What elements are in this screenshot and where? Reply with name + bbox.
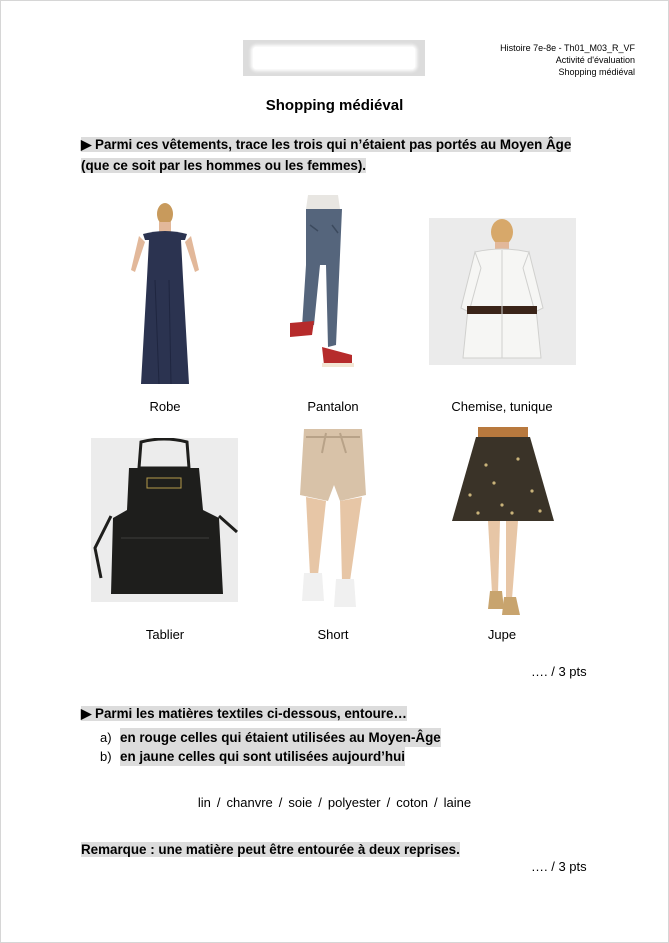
question2-instruction (81, 704, 407, 724)
header-code: Histoire 7e-8e - Th01_M03_R_VF (500, 43, 635, 53)
option-b (100, 747, 441, 766)
skirt-image (450, 425, 556, 617)
caption-jupe: Jupe (487, 627, 517, 642)
question2-options (100, 728, 441, 766)
caption-short: Short (317, 627, 349, 642)
material-soie[interactable]: soie (288, 795, 313, 810)
question2-score: …. / 3 pts (531, 859, 587, 874)
material-lin[interactable]: lin (197, 795, 211, 810)
shorts-image (296, 425, 370, 615)
remark-text: Remarque : une matière peut être entourée à deux reprises. (81, 842, 460, 857)
material-laine[interactable]: laine (443, 795, 472, 810)
material-separator: / (434, 795, 438, 810)
pants-image (288, 195, 358, 373)
shirt-image (429, 218, 576, 365)
page-title: Shopping médiéval (265, 97, 404, 114)
material-chanvre[interactable]: chanvre (226, 795, 273, 810)
caption-robe: Robe (149, 399, 181, 414)
material-separator: / (278, 795, 283, 810)
header-activity: Activité d'évaluation (555, 55, 635, 65)
question2-text: ▶ Parmi les matières textiles ci-dessous, entoure… (81, 706, 407, 721)
materials-list (0, 795, 669, 810)
dress-image (125, 200, 205, 386)
apron-image (91, 438, 238, 602)
remark (81, 841, 460, 859)
option-a-marker: a) (100, 730, 112, 745)
question1-score: …. / 3 pts (531, 664, 587, 679)
option-b-marker: b) (100, 749, 112, 764)
material-separator: / (318, 795, 322, 810)
caption-pantalon: Pantalon (307, 399, 359, 414)
material-coton[interactable]: coton (396, 795, 429, 810)
option-a (100, 728, 441, 747)
option-a-text: en rouge celles qui étaient utilisées au Moyen-Âge (120, 730, 441, 745)
caption-chemise: Chemise, tunique (451, 399, 553, 414)
option-b-text: en jaune celles qui sont utilisées aujourd’hui (120, 749, 405, 764)
header-meta (500, 42, 635, 78)
material-separator: / (216, 795, 221, 810)
material-separator: / (386, 795, 391, 810)
caption-tablier: Tablier (145, 627, 185, 642)
material-polyester[interactable]: polyester (327, 795, 381, 810)
question1-instruction (81, 134, 601, 176)
logo-placeholder (243, 40, 425, 76)
header-subject: Shopping médiéval (558, 67, 635, 77)
question1-text: ▶ Parmi ces vêtements, trace les trois qui n’étaient pas portés au Moyen Âge (que ce soit par les hommes ou les femmes). (81, 137, 572, 173)
